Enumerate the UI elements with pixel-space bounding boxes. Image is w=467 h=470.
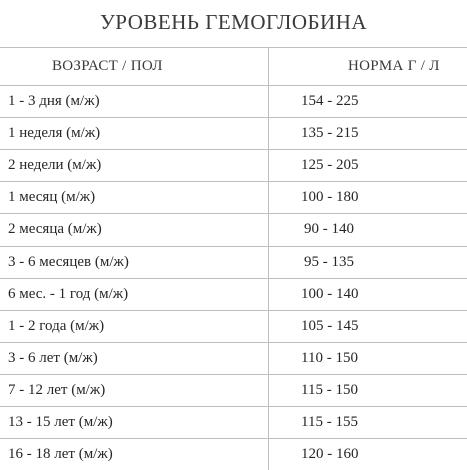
norm-cell: 154 - 225 bbox=[301, 93, 359, 109]
table-top-border bbox=[0, 47, 467, 48]
norm-cell: 110 - 150 bbox=[301, 349, 358, 366]
age-sex-cell: 1 - 2 года (м/ж) bbox=[8, 317, 105, 334]
table-row bbox=[0, 85, 467, 117]
age-sex-cell: 7 - 12 лет (м/ж) bbox=[8, 381, 106, 398]
table-row bbox=[0, 149, 467, 181]
table-row bbox=[0, 310, 467, 342]
age-sex-cell: 16 - 18 лет (м/ж) bbox=[8, 446, 113, 463]
page-title: УРОВЕНЬ ГЕМОГЛОБИНА bbox=[99, 10, 368, 34]
table-row bbox=[0, 374, 467, 406]
norm-cell: 120 - 160 bbox=[301, 446, 359, 463]
age-sex-cell: 2 недели (м/ж) bbox=[8, 157, 102, 174]
hemoglobin-table bbox=[0, 47, 467, 470]
norm-cell: 125 - 205 bbox=[301, 157, 359, 174]
table-row bbox=[0, 342, 467, 374]
table-row bbox=[0, 246, 467, 278]
age-sex-cell: 1 - 3 дня (м/ж) bbox=[8, 93, 100, 109]
norm-cell: 95 - 135 bbox=[304, 253, 354, 270]
table-row bbox=[0, 406, 467, 438]
table-row bbox=[0, 438, 467, 470]
age-sex-cell: 6 мес. - 1 год (м/ж) bbox=[8, 285, 129, 302]
age-sex-cell: 3 - 6 лет (м/ж) bbox=[8, 349, 98, 366]
norm-cell: 100 - 140 bbox=[301, 285, 359, 302]
age-sex-cell: 2 месяца (м/ж) bbox=[8, 221, 102, 238]
norm-cell: 105 - 145 bbox=[301, 317, 359, 334]
norm-cell: 115 - 155 bbox=[301, 414, 358, 430]
norm-cell: 100 - 180 bbox=[301, 189, 359, 206]
age-sex-cell: 13 - 15 лет (м/ж) bbox=[8, 414, 113, 430]
age-sex-cell: 1 месяц (м/ж) bbox=[8, 189, 96, 206]
table-row bbox=[0, 117, 467, 149]
age-sex-cell: 1 неделя (м/ж) bbox=[8, 125, 101, 142]
table-row bbox=[0, 181, 467, 213]
norm-cell: 135 - 215 bbox=[301, 125, 359, 142]
table-row bbox=[0, 213, 467, 245]
norm-cell: 90 - 140 bbox=[304, 221, 354, 238]
norm-cell: 115 - 150 bbox=[301, 381, 358, 398]
header-norm: НОРМА Г / Л bbox=[348, 58, 440, 74]
table-row bbox=[0, 278, 467, 310]
header-age-sex: ВОЗРАСТ / ПОЛ bbox=[52, 58, 163, 74]
age-sex-cell: 3 - 6 месяцев (м/ж) bbox=[8, 253, 129, 270]
